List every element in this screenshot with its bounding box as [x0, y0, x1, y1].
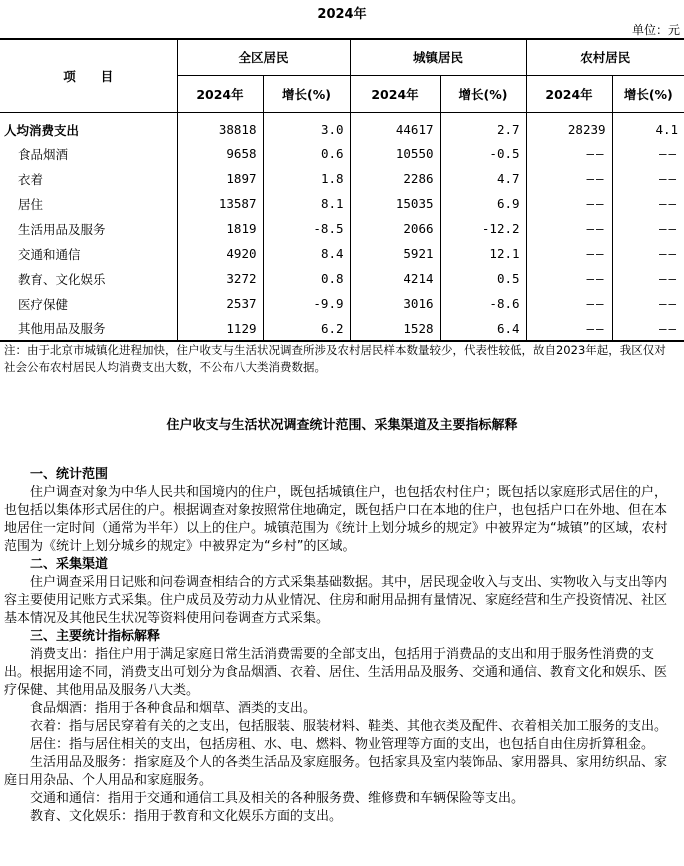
paragraph-household-goods: 生活用品及服务：指家庭及个人的各类生活品及家庭服务。包括家具及室内装饰品、家用器具、家用纺织品、家庭日用杂品、个人用品和家庭服务。 — [4, 755, 668, 788]
paragraph-clothing: 衣着：指与居民穿着有关的之支出，包括服装、服装材料、鞋类、其他衣类及配件、衣着相关加工服务的支出。 — [30, 719, 668, 734]
table-row — [0, 216, 684, 241]
table-row — [0, 316, 684, 341]
cell-all-value: 1819 — [177, 216, 263, 241]
cell-urban-value: 3016 — [350, 291, 440, 316]
cell-rural-growth: 4.1 — [612, 112, 684, 141]
paragraph-transport: 交通和通信：指用于交通和通信工具及相关的各种服务费、维修费和车辆保险等支出。 — [30, 791, 525, 806]
cell-rural-value: —— — [526, 141, 612, 166]
group-header-rural: 农村居民 — [526, 39, 684, 75]
cell-rural-value: —— — [526, 316, 612, 341]
section-title: 住户收支与生活状况调查统计范围、采集渠道及主要指标解释 — [166, 418, 518, 433]
cell-all-growth: -8.5 — [263, 216, 350, 241]
cell-all-value: 4920 — [177, 241, 263, 266]
cell-urban-growth: 6.4 — [440, 316, 526, 341]
cell-urban-growth: -8.6 — [440, 291, 526, 316]
paragraph-scope: 住户调查对象为中华人民共和国境内的住户，既包括城镇住户，也包括农村住户；既包括以家庭形式居住的户，也包括以集体形式居住的户。根据调查对象按照常住地确定，既包括户口在本地的住户，也包括户口在外地、但在本地居住一定时间（通常为半年）以上的住户。城镇范围为《统计上划分城乡的规定》中被界定为“城镇”的区域，农村范围为《统计上划分城乡的规定》中被界定为“乡村”的区域。 — [4, 485, 668, 554]
cell-urban-growth: -12.2 — [440, 216, 526, 241]
cell-all-growth: 8.4 — [263, 241, 350, 266]
cell-urban-value: 2066 — [350, 216, 440, 241]
cell-urban-value: 15035 — [350, 191, 440, 216]
col-rural-year: 2024年 — [526, 75, 612, 112]
cell-all-growth: 6.2 — [263, 316, 350, 341]
table-year-title: 2024年 — [317, 7, 367, 22]
cell-rural-value: —— — [526, 216, 612, 241]
table-row — [0, 241, 684, 266]
consumption-table — [0, 38, 684, 342]
paragraph-housing: 居住：指与居住相关的支出，包括房租、水、电、燃料、物业管理等方面的支出，也包括自由住房折算租金。 — [30, 737, 655, 752]
table-row — [0, 191, 684, 216]
row-label: 其他用品及服务 — [0, 316, 177, 341]
row-label: 医疗保健 — [18, 296, 69, 312]
paragraph-education: 教育、文化娱乐：指用于教育和文化娱乐方面的支出。 — [30, 809, 343, 824]
table-row — [0, 266, 684, 291]
cell-all-growth: 0.6 — [263, 141, 350, 166]
unit-label: 单位：元 — [631, 23, 680, 37]
row-label: 衣着 — [18, 171, 44, 187]
cell-all-value: 1897 — [177, 166, 263, 191]
group-header-urban: 城镇居民 — [350, 39, 526, 75]
cell-urban-growth: 4.7 — [440, 166, 526, 191]
cell-rural-value: 28239 — [526, 112, 612, 141]
paragraph-channels: 住户调查采用日记账和问卷调查相结合的方式采集基础数据。其中，居民现金收入与支出、实物收入与支出等内容主要使用记账方式采集。住户成员及劳动力从业情况、住房和耐用品拥有量情况、家庭经营和生产投资情况、社区基本情况及其他民生状况等资料使用问卷调查方式采集。 — [4, 575, 668, 626]
paragraph-consumption: 消费支出：指住户用于满足家庭日常生活消费需要的全部支出，包括用于消费品的支出和用于服务性消费的支出。根据用途不同，消费支出可划分为食品烟酒、衣着、居住、生活用品及服务、交通和通信、教育文化和娱乐、医疗保健、其他用品及服务八大类。 — [4, 647, 668, 698]
cell-rural-growth: —— — [612, 191, 684, 216]
heading-indicators: 三、主要统计指标解释 — [30, 629, 161, 644]
cell-rural-growth: —— — [612, 141, 684, 166]
row-label: 居住 — [18, 196, 44, 212]
cell-rural-growth: —— — [612, 216, 684, 241]
table-row — [0, 166, 684, 191]
cell-urban-value: 1528 — [350, 316, 440, 341]
table-footnote: 注：由于北京市城镇化进程加快，住户收支与生活状况调查所涉及农村居民样本数量较少，代表性较低，故自2023年起，我区仅对社会公布农村居民人均消费支出大数，不公布八大类消费数据。 — [4, 343, 666, 374]
cell-all-value: 13587 — [177, 191, 263, 216]
cell-rural-value: —— — [526, 166, 612, 191]
cell-urban-growth: -0.5 — [440, 141, 526, 166]
cell-all-value: 2537 — [177, 291, 263, 316]
row-label: 教育、文化娱乐 — [18, 271, 106, 287]
cell-all-growth: -9.9 — [263, 291, 350, 316]
cell-urban-value: 44617 — [350, 112, 440, 141]
cell-all-value: 3272 — [177, 266, 263, 291]
cell-rural-growth: —— — [612, 266, 684, 291]
cell-rural-growth: —— — [612, 316, 684, 341]
cell-rural-growth: —— — [612, 166, 684, 191]
cell-rural-value: —— — [526, 241, 612, 266]
cell-all-value: 1129 — [177, 316, 263, 341]
col-all-year: 2024年 — [177, 75, 263, 112]
cell-rural-growth: —— — [612, 291, 684, 316]
table-row — [0, 291, 684, 316]
cell-rural-growth: —— — [612, 241, 684, 266]
col-urban-growth: 增长(%) — [440, 75, 526, 112]
cell-all-growth: 3.0 — [263, 112, 350, 141]
group-header-all: 全区居民 — [177, 39, 350, 75]
col-urban-year: 2024年 — [350, 75, 440, 112]
row-label: 交通和通信 — [18, 246, 81, 262]
heading-scope: 一、统计范围 — [30, 467, 109, 482]
col-rural-growth: 增长(%) — [612, 75, 684, 112]
cell-all-growth: 1.8 — [263, 166, 350, 191]
cell-rural-value: —— — [526, 191, 612, 216]
row-label: 生活用品及服务 — [18, 221, 106, 237]
cell-urban-growth: 0.5 — [440, 266, 526, 291]
cell-urban-value: 10550 — [350, 141, 440, 166]
heading-channels: 二、采集渠道 — [30, 557, 109, 572]
cell-urban-value: 4214 — [350, 266, 440, 291]
cell-rural-value: —— — [526, 266, 612, 291]
cell-all-value: 9658 — [177, 141, 263, 166]
paragraph-food: 食品烟酒：指用于各种食品和烟草、酒类的支出。 — [30, 701, 317, 716]
col-all-growth: 增长(%) — [263, 75, 350, 112]
table-row — [0, 112, 684, 141]
cell-urban-value: 5921 — [350, 241, 440, 266]
item-header: 项 目 — [0, 39, 177, 112]
row-label: 人均消费支出 — [4, 122, 80, 138]
row-label: 食品烟酒 — [18, 146, 69, 162]
cell-all-value: 38818 — [177, 112, 263, 141]
cell-all-growth: 0.8 — [263, 266, 350, 291]
cell-rural-value: —— — [526, 291, 612, 316]
cell-urban-growth: 2.7 — [440, 112, 526, 141]
cell-urban-growth: 6.9 — [440, 191, 526, 216]
cell-all-growth: 8.1 — [263, 191, 350, 216]
table-row — [0, 141, 684, 166]
explanations-body — [4, 466, 678, 826]
cell-urban-value: 2286 — [350, 166, 440, 191]
cell-urban-growth: 12.1 — [440, 241, 526, 266]
